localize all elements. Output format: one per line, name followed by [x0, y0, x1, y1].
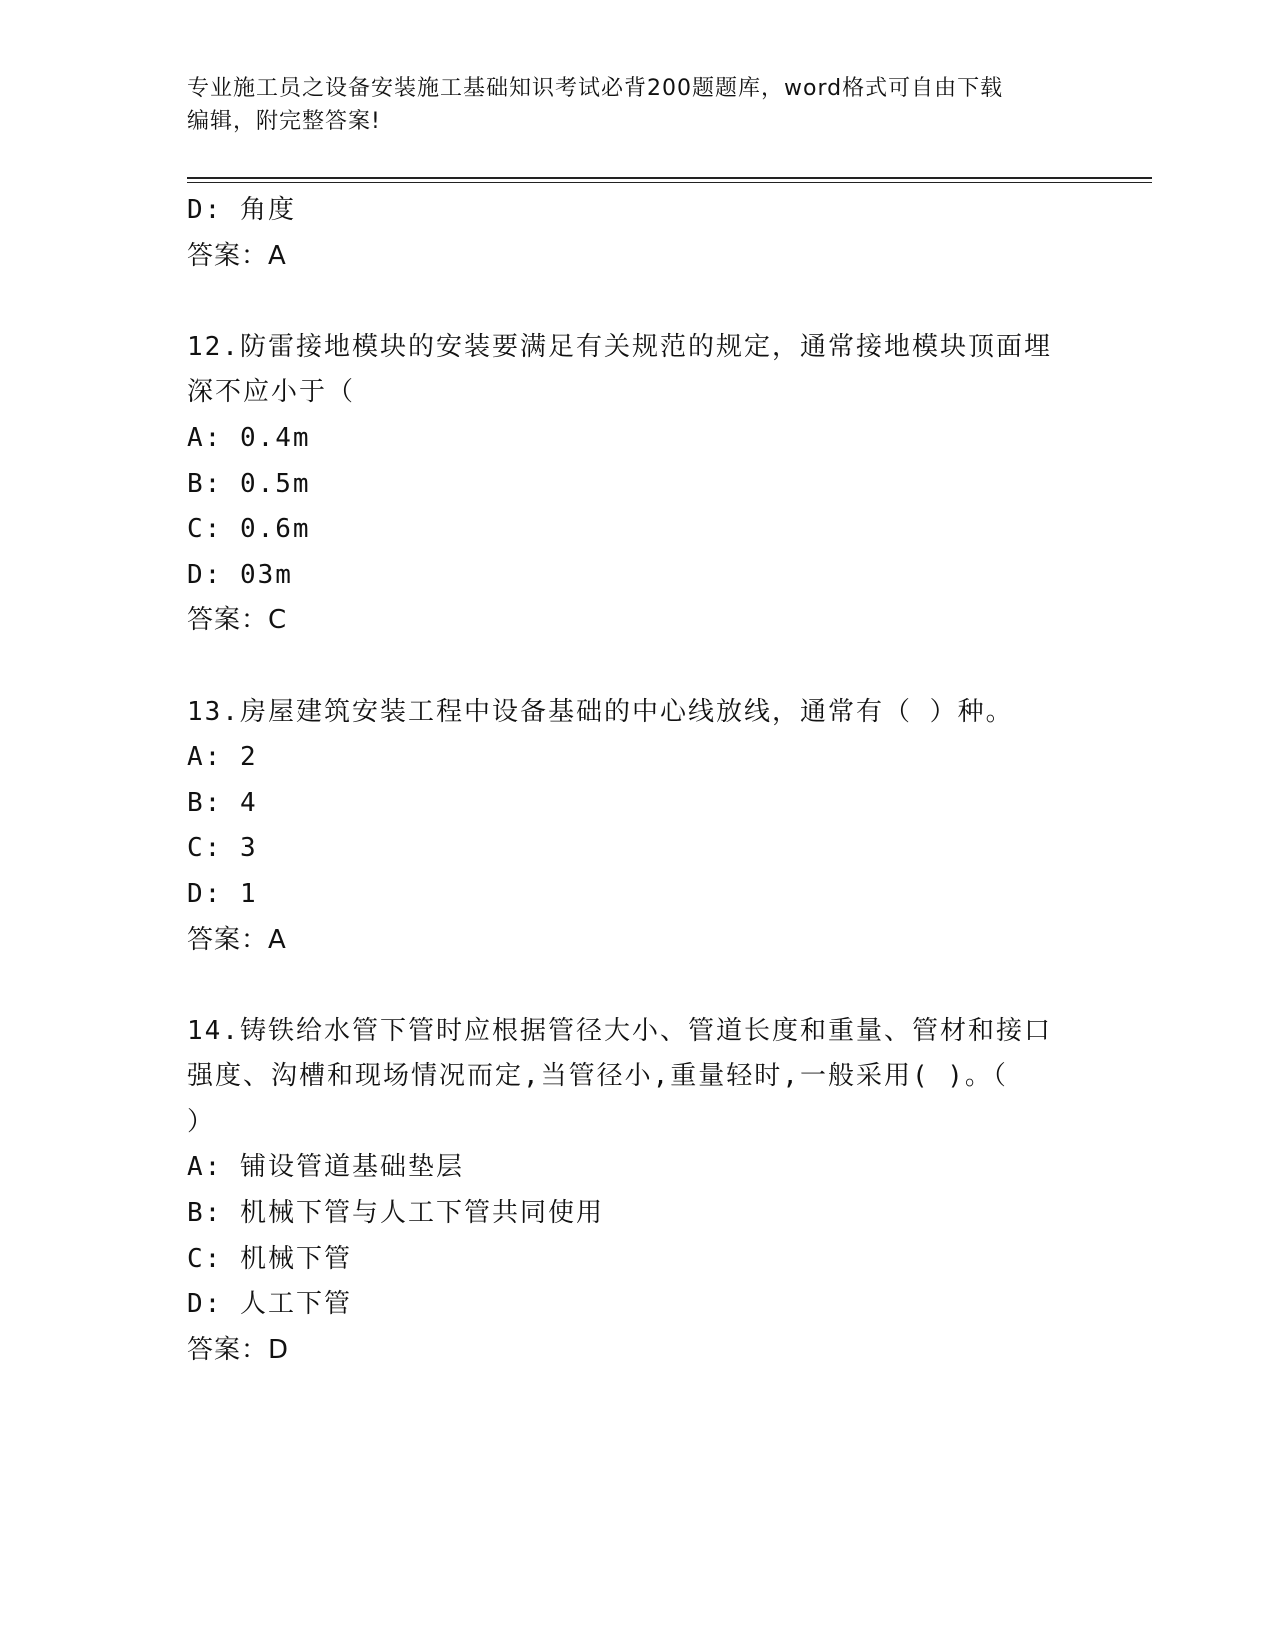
document-header [187, 72, 1087, 138]
option-d: D: 03m [187, 559, 293, 590]
question-12 [187, 325, 1087, 644]
question-text: 强度、沟槽和现场情况而定,当管径小,重量轻时,一般采用( )。（ [187, 1061, 1008, 1092]
question-text: ） [187, 1106, 216, 1137]
option-d: D: 人工下管 [187, 1289, 352, 1320]
option-c: C: 0.6m [187, 514, 311, 545]
spacer [187, 279, 1087, 325]
option-c: C: 机械下管 [187, 1243, 352, 1274]
option-d-previous: D: 角度 [187, 195, 296, 225]
question-13 [187, 690, 1087, 964]
spacer [187, 963, 1087, 1009]
option-b: B: 机械下管与人工下管共同使用 [187, 1198, 604, 1229]
answer-previous: 答案：A [187, 240, 287, 271]
document-body [187, 188, 1087, 1373]
header-title-line-1: 专业施工员之设备安装施工基础知识考试必背200题题库，word格式可自由下载 [187, 76, 1004, 101]
option-a: A: 2 [187, 742, 258, 773]
option-d: D: 1 [187, 878, 258, 909]
question-14 [187, 1009, 1087, 1374]
question-text: 深不应小于（ [187, 377, 356, 408]
option-a: A: 铺设管道基础垫层 [187, 1152, 464, 1183]
question-text: 12.防雷接地模块的安装要满足有关规范的规定，通常接地模块顶面埋 [187, 331, 1052, 362]
header-title-line-2: 编辑，附完整答案! [187, 109, 381, 134]
question-text: 14.铸铁给水管下管时应根据管径大小、管道长度和重量、管材和接口 [187, 1015, 1052, 1046]
header-divider-thick [187, 177, 1152, 179]
header-divider-thin [187, 182, 1152, 183]
spacer [187, 644, 1087, 690]
option-b: B: 0.5m [187, 468, 311, 499]
answer: 答案：C [187, 605, 288, 636]
answer: 答案：D [187, 1334, 290, 1365]
option-c: C: 3 [187, 833, 258, 864]
question-text: 13.房屋建筑安装工程中设备基础的中心线放线，通常有（ ）种。 [187, 696, 1014, 727]
option-a: A: 0.4m [187, 422, 311, 453]
option-b: B: 4 [187, 787, 258, 818]
answer: 答案：A [187, 924, 287, 955]
